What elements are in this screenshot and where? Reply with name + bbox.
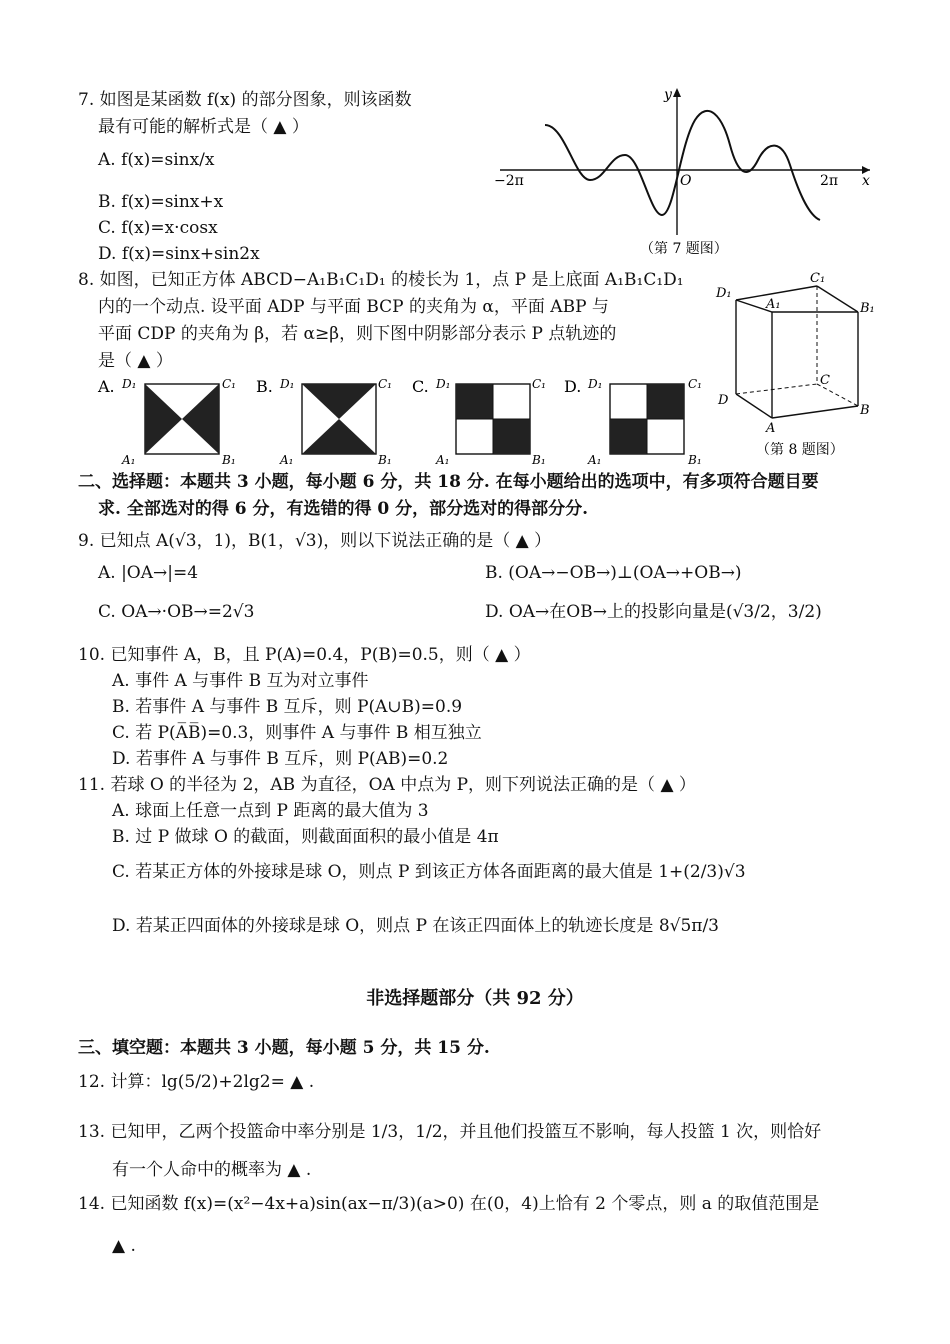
q8-option-c-figure — [412, 377, 546, 467]
svg-text:B₁: B₁ — [532, 453, 546, 467]
q11-option-a: A. 球面上任意一点到 P 距离的最大值为 3 — [112, 801, 429, 821]
svg-text:D₁: D₁ — [436, 377, 451, 391]
q8-stem-line4: 是（ ▲ ） — [98, 351, 173, 371]
q14-line1: 14. 已知函数 f(x)=(x²−4x+a)sin(ax−π/3)(a>0) 在(0，4)上恰有 2 个零点，则 a 的取值范围是 — [78, 1194, 820, 1214]
svg-text:C₁: C₁ — [222, 377, 236, 391]
q9-option-b: B. (OA→−OB→)⊥(OA→+OB→) — [485, 563, 742, 583]
svg-text:D₁: D₁ — [122, 377, 137, 391]
q10-option-c: C. 若 P(A̅B̅)=0.3，则事件 A 与事件 B 相互独立 — [112, 723, 482, 743]
q13-line1: 13. 已知甲，乙两个投篮命中率分别是 1/3，1/2，并且他们投篮互不影响，每人投篮 1 次，则恰好 — [78, 1122, 822, 1142]
right-tick-label: 2π — [820, 173, 839, 189]
svg-text:A₁: A₁ — [280, 453, 294, 467]
svg-text:（第 8 题图）: （第 8 题图） — [756, 442, 844, 458]
q11-option-c: C. 若某正方体的外接球是球 O，则点 P 到该正方体各面距离的最大值是 1+(2/3)√3 — [112, 862, 746, 882]
q11-stem: 11. 若球 O 的半径为 2，AB 为直径，OA 中点为 P，则下列说法正确的是（ ▲ ） — [78, 775, 696, 795]
svg-text:A₁: A₁ — [766, 297, 781, 312]
svg-text:D₁: D₁ — [280, 377, 295, 391]
svg-text:B₁: B₁ — [222, 453, 236, 467]
q8-stem-line2: 内的一个动点. 设平面 ADP 与平面 BCP 的夹角为 α，平面 ABP 与 — [98, 297, 609, 317]
q11-option-b: B. 过 P 做球 O 的截面，则截面面积的最小值是 4π — [112, 827, 499, 847]
y-axis-arrow — [673, 88, 681, 97]
y-axis-label: y — [664, 87, 672, 103]
q9-option-d: D. OA→在OB→上的投影向量是(√3/2，3/2) — [485, 602, 822, 622]
q10-option-b: B. 若事件 A 与事件 B 互斥，则 P(A∪B)=0.9 — [112, 697, 463, 717]
section2-heading-line2: 求. 全部选对的得 6 分，有选错的得 0 分，部分选对的得部分分. — [98, 499, 589, 519]
q8-option-d-figure — [564, 377, 702, 467]
q8-cube-figure — [712, 272, 882, 462]
svg-text:C₁: C₁ — [810, 271, 826, 286]
svg-text:B₁: B₁ — [378, 453, 392, 467]
svg-text:A₁: A₁ — [588, 453, 602, 467]
q12-text: 12. 计算：lg(5/2)+2lg2= ▲ . — [78, 1072, 315, 1092]
origin-label: O — [680, 173, 692, 189]
svg-text:C₁: C₁ — [378, 377, 392, 391]
svg-text:D.: D. — [564, 377, 582, 396]
svg-text:A₁: A₁ — [122, 453, 136, 467]
q7-function-graph — [490, 85, 880, 260]
svg-text:D₁: D₁ — [588, 377, 603, 391]
q14-line2: ▲ . — [112, 1236, 136, 1256]
q9-option-a: A. |OA→|=4 — [98, 563, 199, 583]
svg-text:B.: B. — [256, 377, 273, 396]
q7-stem-line1: 7. 如图是某函数 f(x) 的部分图象，则该函数 — [78, 90, 412, 110]
part2-title: 非选择题部分（共 92 分） — [366, 988, 584, 1009]
q13-line2: 有一个人命中的概率为 ▲ . — [112, 1160, 312, 1180]
svg-text:C₁: C₁ — [688, 377, 702, 391]
section3-heading: 三、填空题：本题共 3 小题，每小题 5 分，共 15 分. — [78, 1038, 490, 1058]
q7-stem-line2: 最有可能的解析式是（ ▲ ） — [98, 117, 309, 137]
svg-text:D: D — [718, 393, 729, 408]
svg-text:A.: A. — [98, 377, 115, 396]
q7-option-d: D. f(x)=sinx+sin2x — [98, 244, 260, 264]
q11-option-d: D. 若某正四面体的外接球是球 O，则点 P 在该正四面体上的轨迹长度是 8√5π/3 — [112, 916, 720, 936]
q9-stem: 9. 已知点 A(√3，1)，B(1，√3)，则以下说法正确的是（ ▲ ） — [78, 531, 552, 551]
svg-text:C₁: C₁ — [532, 377, 546, 391]
q8-stem-line3: 平面 CDP 的夹角为 β，若 α≥β，则下图中阴影部分表示 P 点轨迹的 — [98, 324, 617, 344]
q7-option-c: C. f(x)=x·cosx — [98, 218, 218, 238]
function-curve — [545, 111, 820, 220]
svg-text:B: B — [860, 403, 870, 418]
q7-option-b: B. f(x)=sinx+x — [98, 192, 224, 212]
q10-option-a: A. 事件 A 与事件 B 互为对立事件 — [112, 671, 369, 691]
x-axis-label: x — [862, 173, 870, 189]
q10-stem: 10. 已知事件 A，B，且 P(A)=0.4，P(B)=0.5，则（ ▲ ） — [78, 645, 531, 665]
q8-option-a-figure — [97, 377, 236, 467]
svg-text:B₁: B₁ — [688, 453, 702, 467]
section2-heading-line1: 二、选择题：本题共 3 小题，每小题 6 分，共 18 分. 在每小题给出的选项中，有多项符合题目要 — [78, 472, 819, 492]
svg-text:A: A — [766, 421, 776, 436]
q8-options-figures — [98, 372, 718, 467]
svg-text:B₁: B₁ — [860, 301, 875, 316]
left-tick-label: −2π — [494, 173, 524, 189]
q9-option-c: C. OA→·OB→=2√3 — [98, 602, 255, 622]
q10-option-d: D. 若事件 A 与事件 B 互斥，则 P(AB)=0.2 — [112, 749, 449, 769]
q7-option-a: A. f(x)=sinx/x — [98, 150, 215, 170]
q7-caption: （第 7 题图） — [640, 241, 728, 257]
svg-text:C.: C. — [412, 377, 429, 396]
q8-option-b-figure — [256, 377, 392, 467]
svg-text:C: C — [820, 373, 830, 388]
svg-text:D₁: D₁ — [716, 286, 732, 301]
q8-stem-line1: 8. 如图，已知正方体 ABCD−A₁B₁C₁D₁ 的棱长为 1，点 P 是上底面 A₁B₁C₁D₁ — [78, 270, 684, 290]
svg-text:A₁: A₁ — [436, 453, 450, 467]
